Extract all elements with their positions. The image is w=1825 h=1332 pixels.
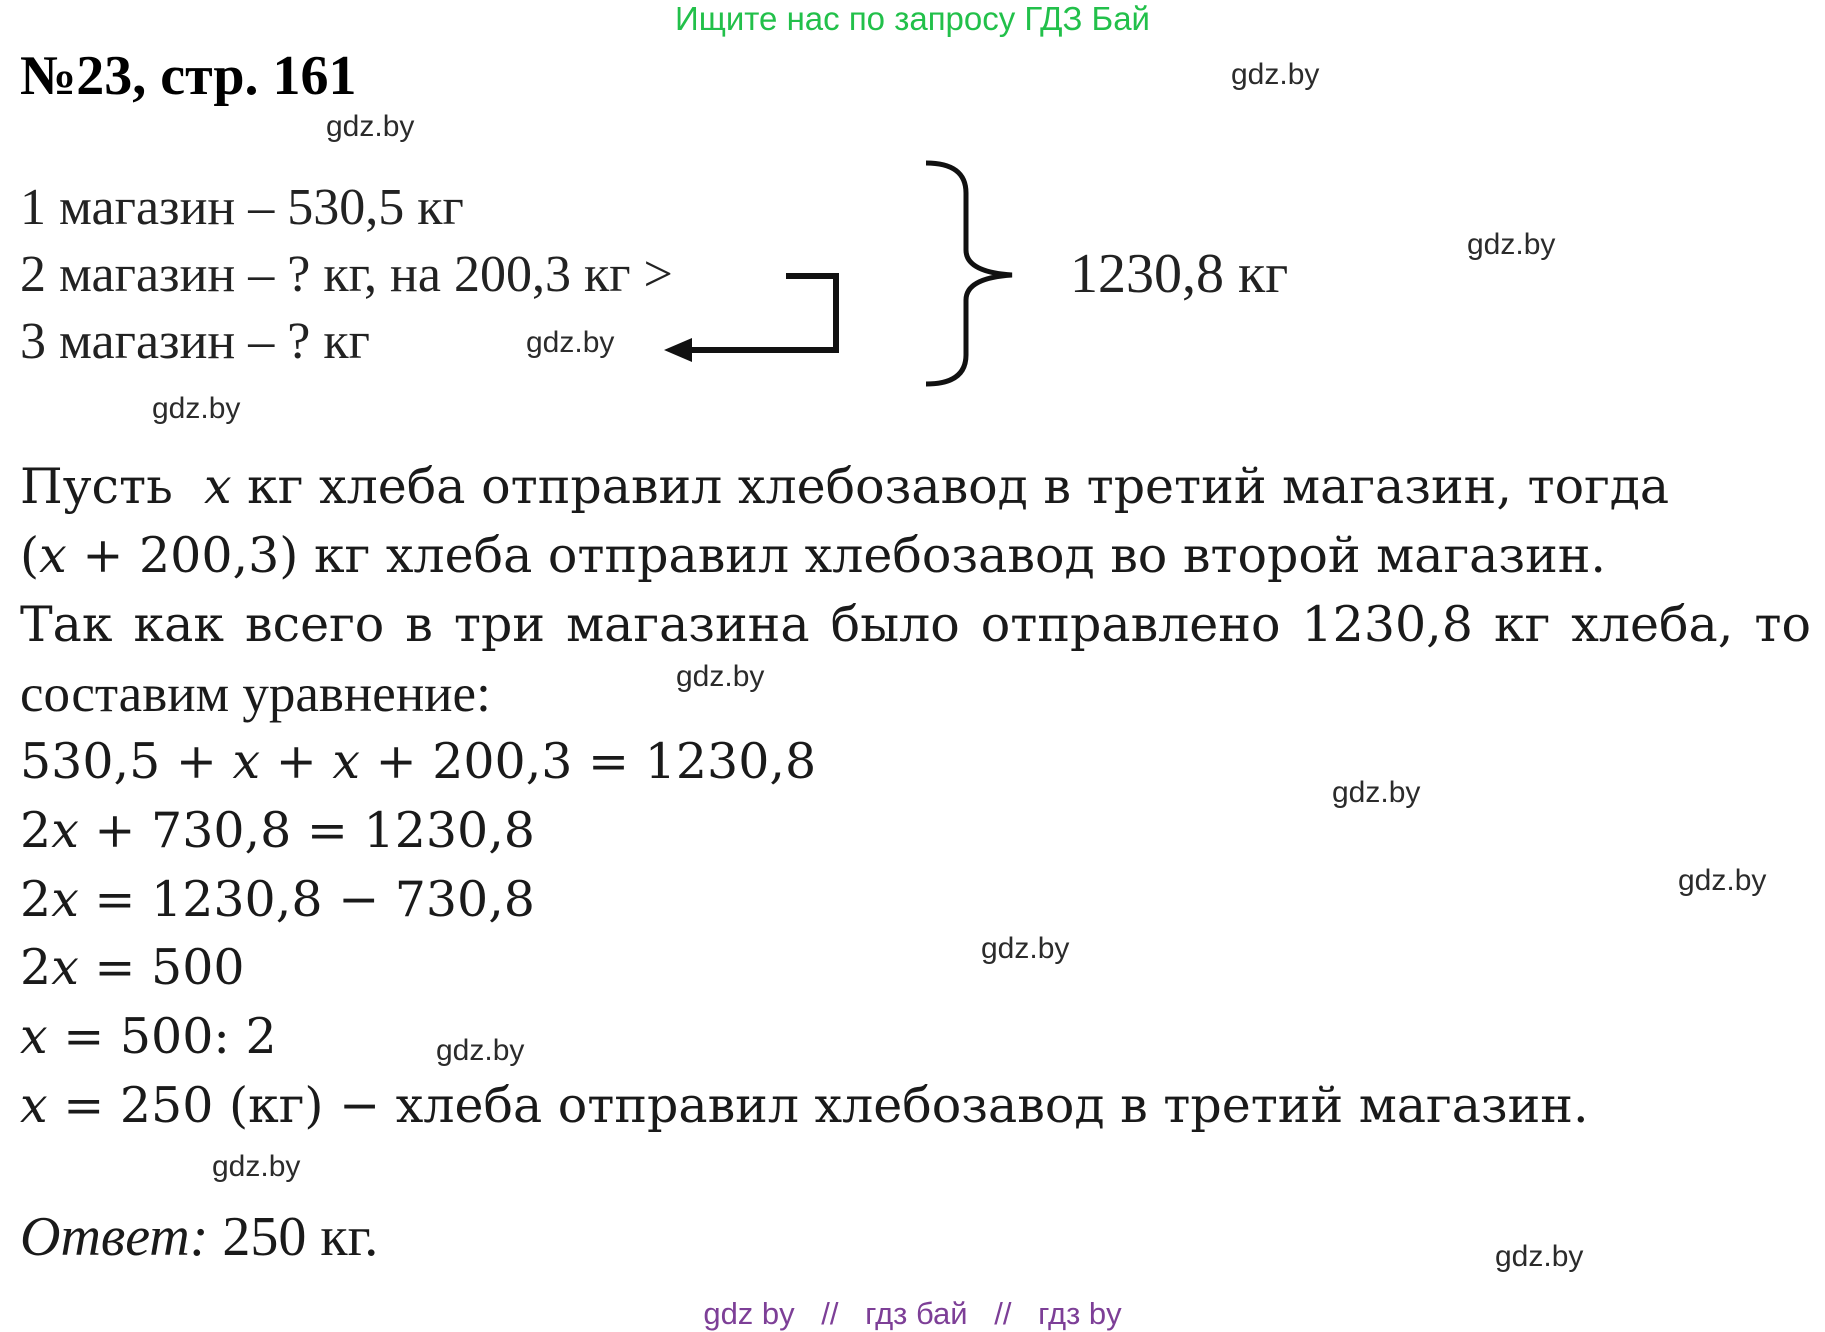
equation-5 bbox=[20, 1008, 277, 1065]
text: = 250 (кг) − хлеба отправил хлебозавод в третий магазин. bbox=[47, 1077, 1589, 1134]
equation-2 bbox=[20, 802, 535, 859]
text: 2 bbox=[20, 871, 52, 928]
text: + 200,3) кг хлеба отправил хлебозавод во второй магазин. bbox=[82, 527, 1606, 584]
text: 2 bbox=[20, 939, 52, 996]
variable-x: x bbox=[232, 733, 261, 790]
watermark: gdz.by bbox=[981, 932, 1070, 965]
watermark: gdz.by bbox=[526, 326, 615, 359]
equation-6 bbox=[20, 1077, 1589, 1134]
variable-x: x bbox=[51, 871, 79, 928]
arrow-head-icon bbox=[664, 338, 692, 362]
footer-separator: // bbox=[994, 1296, 1012, 1331]
text: 2 bbox=[20, 802, 52, 859]
given-line-3: 3 магазин – ? кг bbox=[20, 313, 370, 370]
text: + bbox=[260, 733, 333, 790]
variable-x: x bbox=[51, 802, 79, 859]
variable-x: x bbox=[20, 1008, 48, 1065]
variable-x: x bbox=[39, 527, 67, 584]
answer-label: Ответ: bbox=[20, 1206, 209, 1268]
watermark: gdz.by bbox=[1495, 1240, 1584, 1273]
curly-brace-icon bbox=[926, 163, 1012, 384]
footer-links bbox=[0, 1296, 1825, 1332]
solution-line-3: Так как всего в три магазина было отправлено 1230,8 кг хлеба, то bbox=[20, 596, 1811, 653]
equation-1 bbox=[20, 733, 816, 790]
text: + 200,3 = 1230,8 bbox=[360, 733, 817, 790]
watermark: gdz.by bbox=[212, 1150, 301, 1183]
text: ( bbox=[20, 527, 40, 584]
answer-value: 250 кг. bbox=[208, 1206, 379, 1268]
equation-3 bbox=[20, 871, 535, 928]
text: = 1230,8 − 730,8 bbox=[78, 871, 535, 928]
watermark: gdz.by bbox=[1231, 58, 1320, 91]
watermark: gdz.by bbox=[676, 660, 765, 693]
watermark: gdz.by bbox=[436, 1034, 525, 1067]
answer-line bbox=[20, 1205, 378, 1269]
search-banner: Ищите нас по запросу ГДЗ Бай bbox=[675, 0, 1150, 37]
watermark: gdz.by bbox=[1467, 228, 1556, 261]
text: = 500: 2 bbox=[47, 1008, 277, 1065]
given-line-2: 2 магазин – ? кг, на 200,3 кг > bbox=[20, 246, 673, 303]
equation-4 bbox=[20, 939, 245, 996]
variable-x: x bbox=[203, 458, 232, 515]
text: кг хлеба отправил хлебозавод в третий магазин, тогда bbox=[247, 458, 1670, 515]
watermark: gdz.by bbox=[152, 392, 241, 425]
text: = 500 bbox=[78, 939, 245, 996]
footer-link-gdz-bai[interactable]: гдз бай bbox=[865, 1296, 968, 1331]
watermark: gdz.by bbox=[1332, 776, 1421, 809]
footer-separator: // bbox=[821, 1296, 839, 1331]
total-mass: 1230,8 кг bbox=[1070, 243, 1289, 305]
footer-link-gdz-by[interactable]: gdz by bbox=[703, 1296, 795, 1331]
variable-x: x bbox=[20, 1077, 48, 1134]
text: 530,5 + bbox=[20, 733, 233, 790]
footer-link-gdz-by-alt[interactable]: гдз by bbox=[1038, 1296, 1122, 1331]
watermark: gdz.by bbox=[326, 110, 415, 143]
variable-x: x bbox=[332, 733, 360, 790]
variable-x: x bbox=[51, 939, 79, 996]
solution-line-4: составим уравнение: bbox=[20, 665, 491, 723]
text: Пусть bbox=[20, 458, 173, 515]
connector-arrow bbox=[680, 276, 836, 350]
watermark: gdz.by bbox=[1678, 864, 1767, 897]
given-line-1: 1 магазин – 530,5 кг bbox=[20, 179, 464, 236]
text: + 730,8 = 1230,8 bbox=[78, 802, 535, 859]
solution-line-2 bbox=[20, 527, 1606, 584]
solution-line-1 bbox=[20, 458, 1669, 515]
exercise-title: №23, стр. 161 bbox=[20, 45, 357, 107]
